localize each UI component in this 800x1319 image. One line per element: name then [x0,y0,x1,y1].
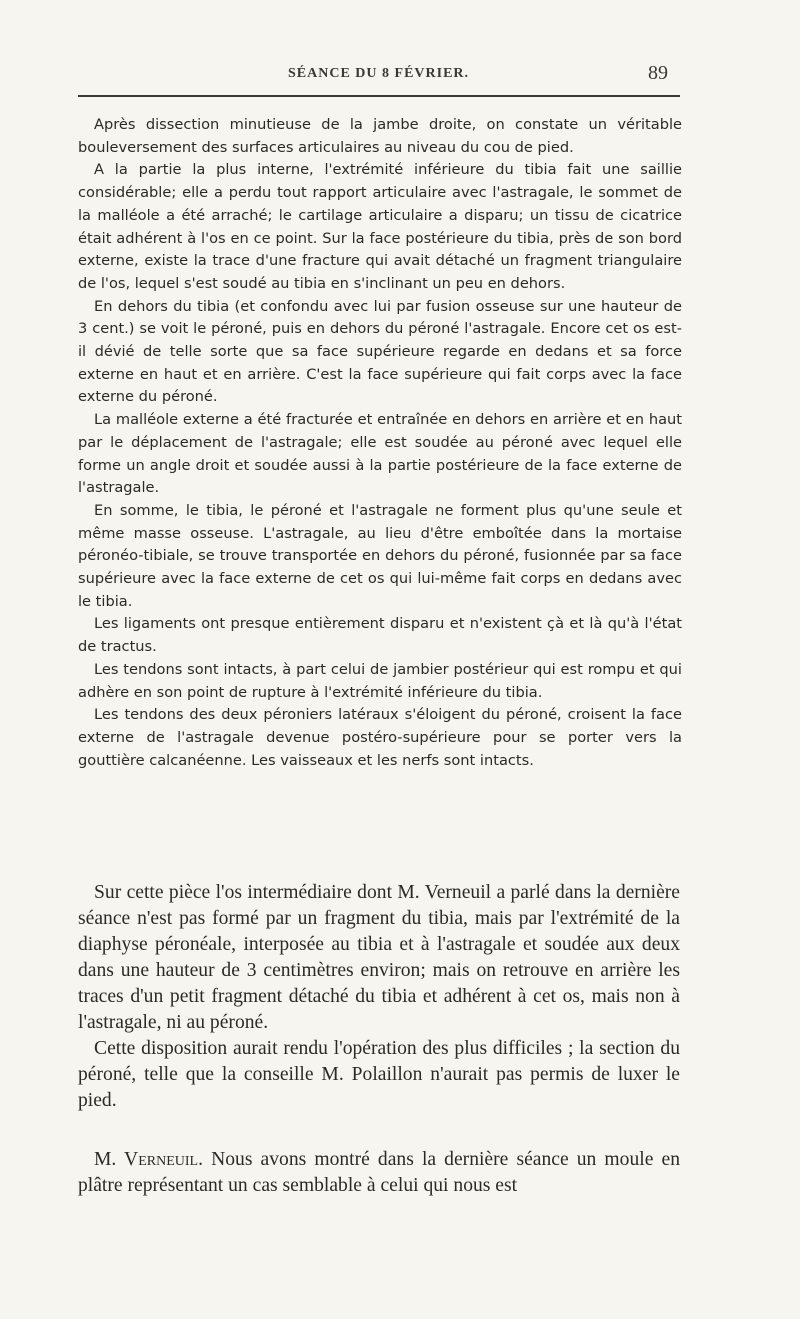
paragraph: En dehors du tibia (et confondu avec lui par fusion osseuse sur une hauteur de 3 cent.) se voit le péroné, puis en dehors du péroné l'astragale. Encore cet os est-il dévié de telle sorte que sa face supérieure regarde en dedans et sa force externe en haut et en arrière. C'est la face supérieure qui fait corps avec la face externe du péroné. [78,297,682,406]
page-number: 89 [648,62,668,84]
speaker-paragraph [78,1147,680,1199]
paragraph: A la partie la plus interne, l'extrémité inférieure du tibia fait une saillie considérable; elle a perdu tout rapport articulaire avec l'astragale, le sommet de la malléole a été arraché; le cartilage articulaire a disparu; un tissu de cicatrice était adhérent à l'os en ce point. Sur la face postérieure du tibia, près de son bord externe, existe la trace d'une fracture qui avait détaché un fragment triangulaire de l'os, lequel s'est soudé au tibia en s'inclinant un peu en dehors. [78,161,682,292]
header-rule [78,95,680,97]
dissection-report [78,114,682,772]
paragraph: En somme, le tibia, le péroné et l'astragale ne forment plus qu'une seule et même masse osseuse. L'astragale, au lieu d'être emboîtée dans la mortaise péronéo-tibiale, se trouve transportée en dehors du péroné, fusionnée par sa face supérieure avec la face externe de cet os qui lui-même fait corps en dedans avec le tibia. [78,501,682,610]
paragraph: Les tendons des deux péroniers latéraux s'éloigent du péroné, croisent la face externe de l'astragale devenue postéro-supérieure pour se porter vers la gouttière calcanéenne. Les vaisseaux et les nerfs sont intacts. [78,706,682,769]
commentary [78,880,680,1114]
paragraph: Après dissection minutieuse de la jambe droite, on constate un véritable bouleversement des surfaces articulaires au niveau du cou de pied. [78,116,682,156]
page-header [0,62,800,92]
paragraph: Les tendons sont intacts, à part celui de jambier postérieur qui est rompu et qui adhère en son point de rupture à l'extrémité inférieure du tibia. [78,660,682,701]
running-title: SÉANCE DU 8 FÉVRIER. [288,66,470,81]
speaker-text: Nous avons montré dans la dernière séance un moule en plâtre représentant un cas semblable à celui qui nous est [78,1149,680,1196]
speaker-statement [78,1147,680,1199]
paragraph: Les ligaments ont presque entièrement disparu et n'existent çà et là qu'à l'état de tractus. [78,615,682,656]
paragraph: Sur cette pièce l'os intermédiaire dont M. Verneuil a parlé dans la dernière séance n'est pas formé par un fragment du tibia, mais par l'extrémité de la diaphyse péronéale, interposée au tibia et à l'astragale et soudée aux deux dans une hauteur de 3 centimètres environ; mais on retrouve en arrière les traces d'un petit fragment détaché du tibia et adhérent à cet os, mais non à l'astragale, ni au péroné. [78,882,680,1033]
speaker-name: M. Verneuil. [94,1149,203,1170]
paragraph: Cette disposition aurait rendu l'opération des plus difficiles ; la section du péroné, telle que la conseille M. Polaillon n'aurait pas permis de luxer le pied. [78,1038,680,1111]
paragraph: La malléole externe a été fracturée et entraînée en dehors en arrière et en haut par le déplacement de l'astragale; elle est soudée au péroné avec lequel elle forme un angle droit et soudée aussi à la partie postérieure de la face externe de l'astragale. [78,411,682,497]
